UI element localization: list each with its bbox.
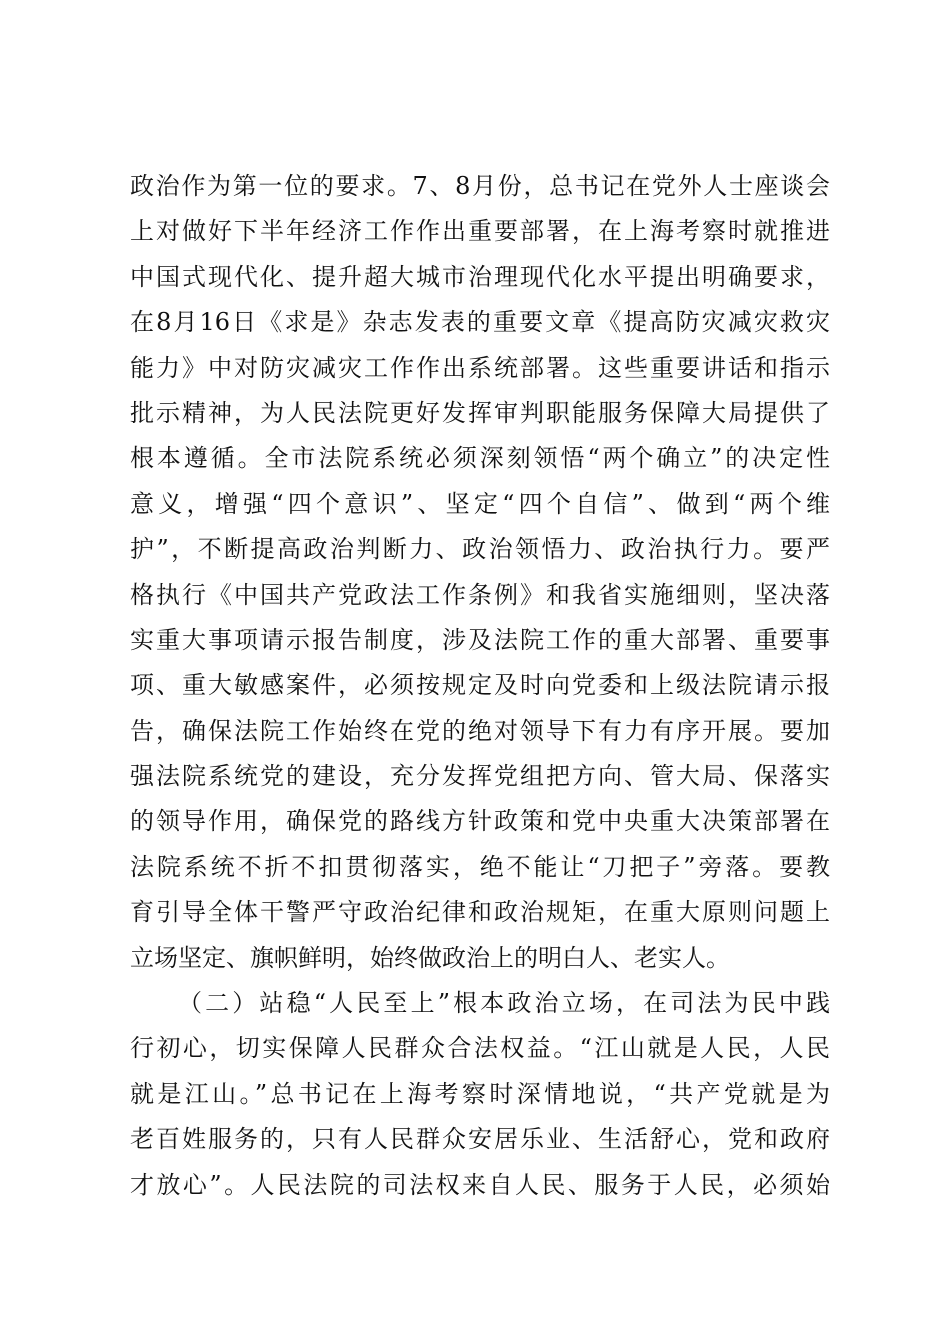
text-line: 在8月16日《求是》杂志发表的重要文章《提高防灾减灾救灾 [130,308,830,337]
text-line: 项、重大敏感案件，必须按规定及时向党委和上级法院请示报 [130,671,830,700]
text-line: 格执行《中国共产党政法工作条例》和我省实施细则，坚决落 [130,580,830,609]
body-text [130,164,830,1208]
text-line: 育引导全体干警严守政治纪律和政治规矩，在重大原则问题上 [130,898,830,927]
text-line: 立场坚定、旗帜鲜明，始终做政治上的明白人、老实人。 [130,943,730,972]
text-line: 中国式现代化、提升超大城市治理现代化水平提出明确要求， [130,262,830,291]
text-line: 行初心，切实保障人民群众合法权益。“江山就是人民，人民 [130,1034,830,1063]
text-line: 上对做好下半年经济工作作出重要部署，在上海考察时就推进 [130,217,830,246]
text-line: 能力》中对防灾减灾工作作出系统部署。这些重要讲话和指示 [130,353,830,382]
text-line: 护”，不断提高政治判断力、政治领悟力、政治执行力。要严 [130,535,830,564]
text-line: 根本遵循。全市法院系统必须深刻领悟“两个确立”的决定性 [130,444,830,473]
text-line: 政治作为第一位的要求。7、8月份，总书记在党外人士座谈会 [130,172,830,200]
text-line: 实重大事项请示报告制度，涉及法院工作的重大部署、重要事 [130,625,830,654]
text-line: 就是江山。”总书记在上海考察时深情地说，“共产党就是为 [130,1079,830,1108]
section-heading-line: （二）站稳“人民至上”根本政治立场，在司法为民中践 [178,989,830,1018]
text-line: 意义，增强“四个意识”、坚定“四个自信”、做到“两个维 [130,489,830,518]
text-line: 告，确保法院工作始终在党的绝对领导下有力有序开展。要加 [130,716,830,745]
text-line: 老百姓服务的，只有人民群众安居乐业、生活舒心，党和政府 [130,1125,830,1154]
text-line: 强法院系统党的建设，充分发挥党组把方向、管大局、保落实 [130,762,830,791]
text-line: 批示精神，为人民法院更好发挥审判职能服务保障大局提供了 [130,398,830,427]
text-line: 才放心”。人民法院的司法权来自人民、服务于人民，必须始 [130,1170,830,1199]
text-line: 的领导作用，确保党的路线方针政策和党中央重大决策部署在 [130,807,830,836]
text-line: 法院系统不折不扣贯彻落实，绝不能让“刀把子”旁落。要教 [130,852,830,881]
